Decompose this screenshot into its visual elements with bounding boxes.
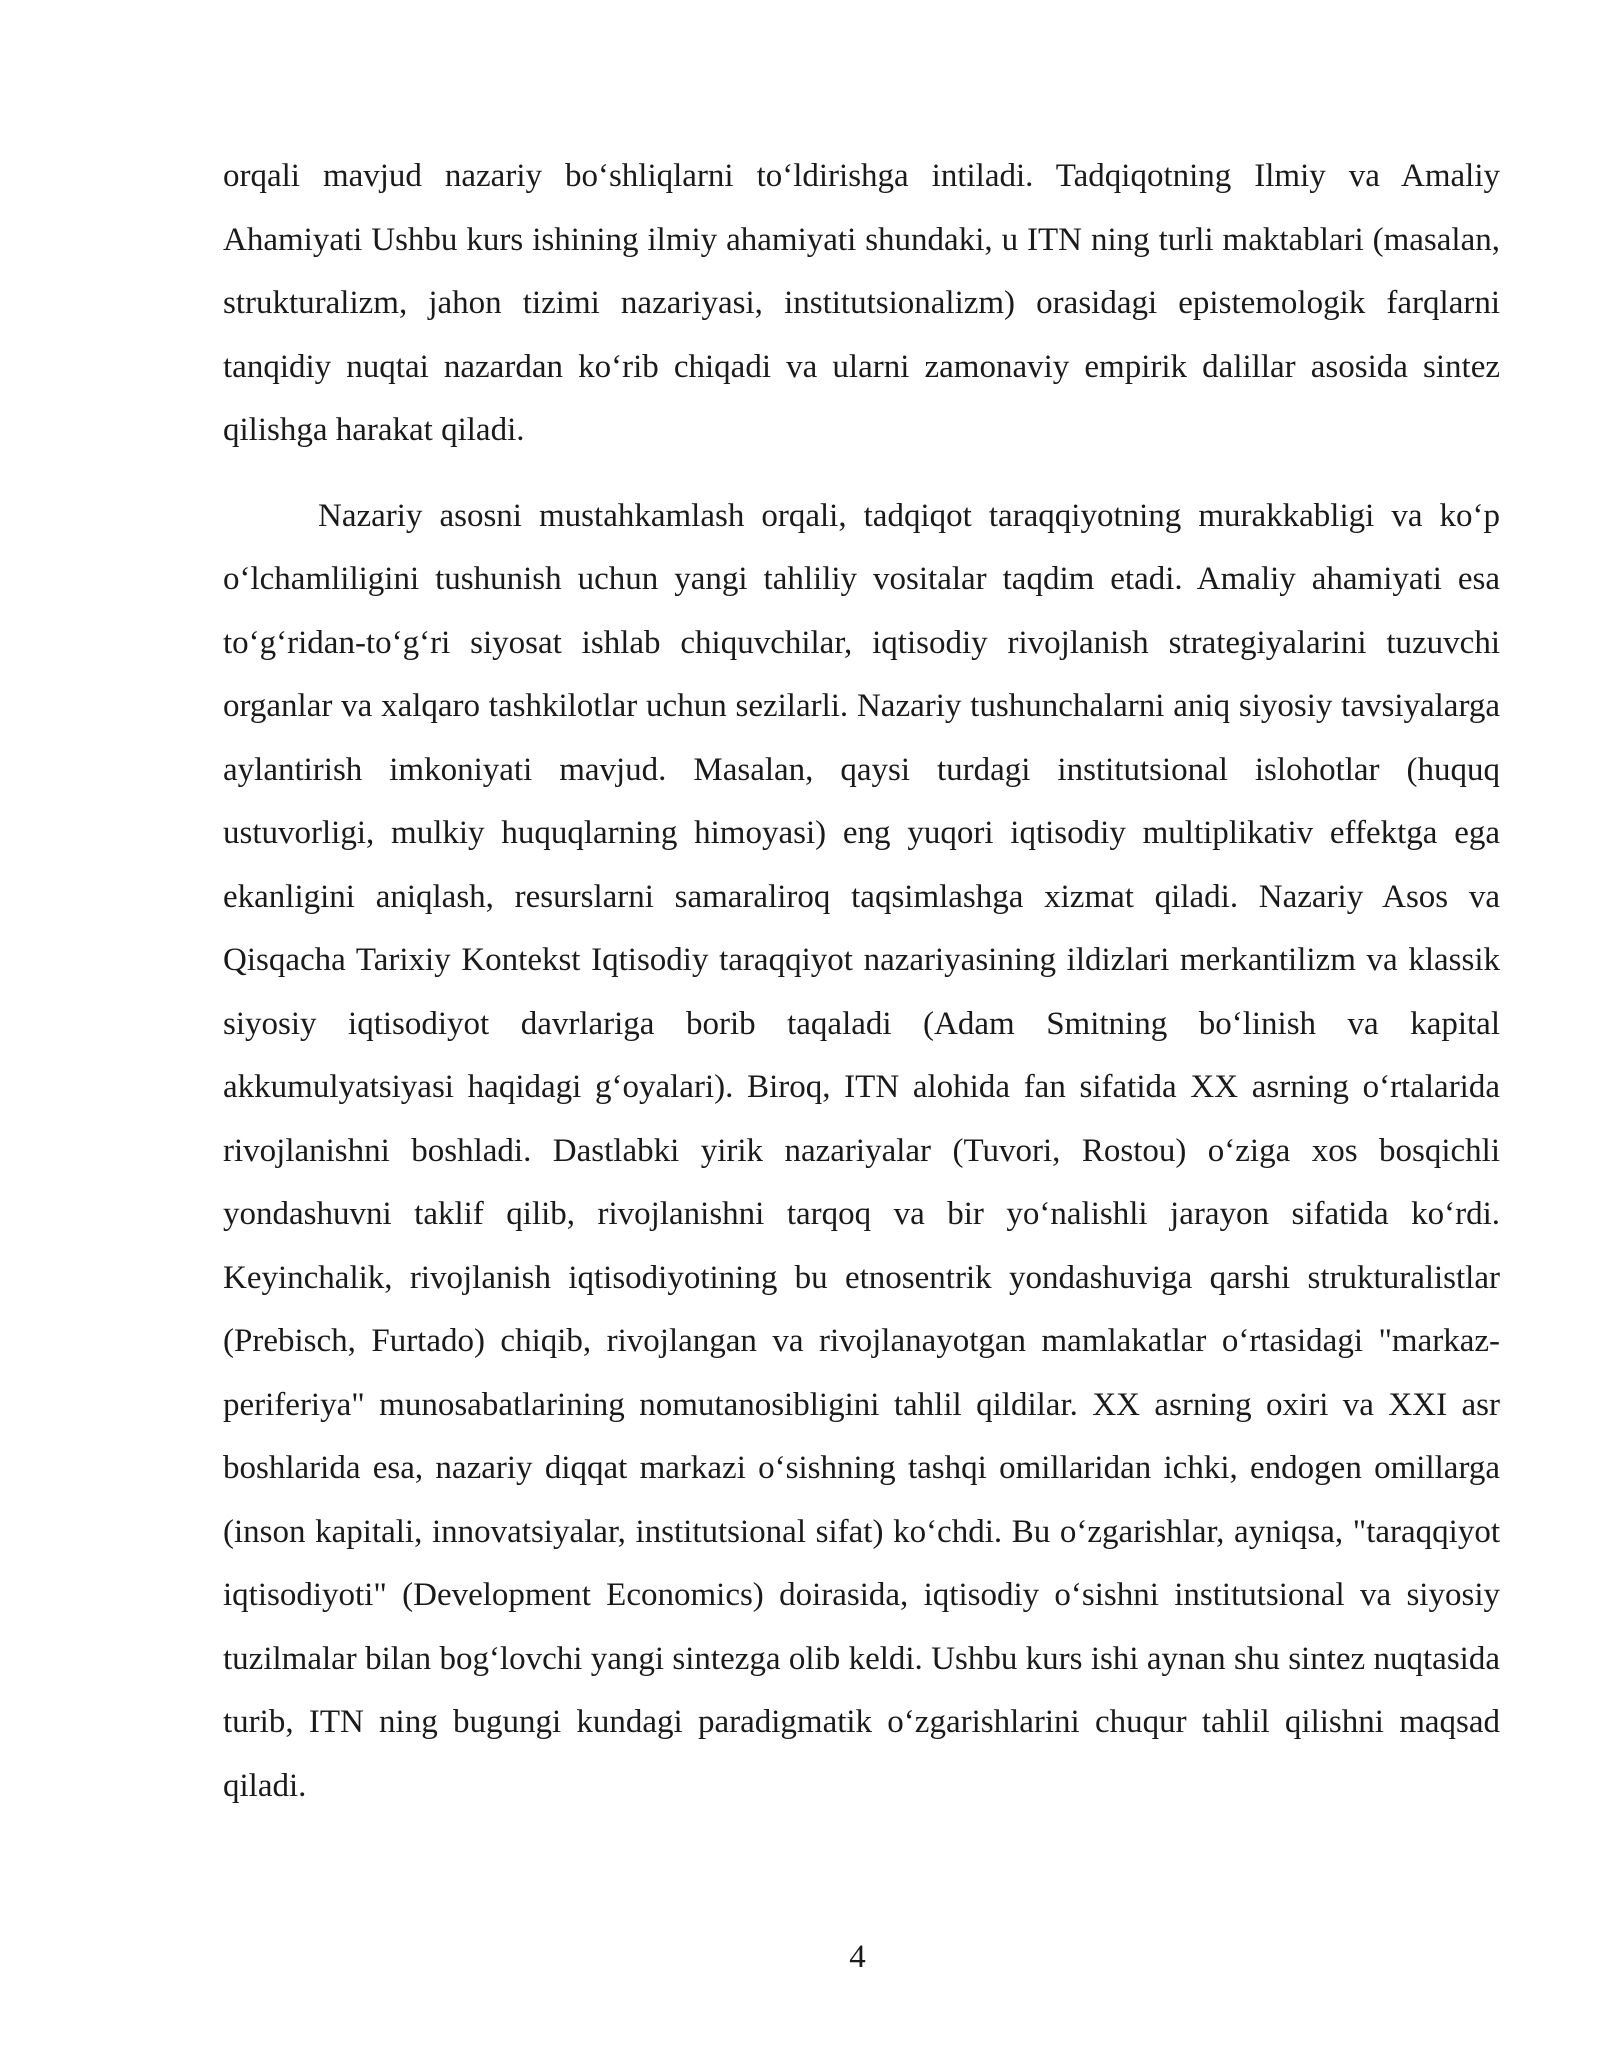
- body-text: [223, 145, 1500, 1818]
- paragraph-2: Nazariy asosni mustahkamlash orqali, tadqiqot taraqqiyotning murakkabligi va ko‘p o‘lchamliligini tushunish uchun yangi tahliliy vositalar taqdim etadi. Amaliy ahamiyati esa to‘g‘ridan-to‘g‘ri siyosat ishlab chiquvchilar, iqtisodiy rivojlanish strategiyalarini tuzuvchi organlar va xalqaro tashkilotlar uchun sezilarli. Nazariy tushunchalarni aniq siyosiy tavsiyalarga aylantirish imkoniyati mavjud. Masalan, qaysi turdagi institutsional islohotlar (huquq ustuvorligi, mulkiy huquqlarning himoyasi) eng yuqori iqtisodiy multiplikativ effektga ega ekanligini aniqlash, resurslarni samaraliroq taqsimlashga xizmat qiladi. Nazariy Asos va Qisqacha Tarixiy Kontekst Iqtisodiy taraqqiyot nazariyasining ildizlari merkantilizm va klassik siyosiy iqtisodiyot davrlariga borib taqaladi (Adam Smitning bo‘linish va kapital akkumulyatsiyasi haqidagi g‘oyalari). Biroq, ITN alohida fan sifatida XX asrning o‘rtalarida rivojlanishni boshladi. Dastlabki yirik nazariyalar (Tuvori, Rostou) o‘ziga xos bosqichli yondashuvni taklif qilib, rivojlanishni tarqoq va bir yo‘nalishli jarayon sifatida ko‘rdi. Keyinchalik, rivojlanish iqtisodiyotining bu etnosentrik yondashuviga qarshi strukturalistlar (Prebisch, Furtado) chiqib, rivojlangan va rivojlanayotgan mamlakatlar o‘rtasidagi "markaz-periferiya" munosabatlarining nomutanosibligini tahlil qildilar. XX asrning oxiri va XXI asr boshlarida esa, nazariy diqqat markazi o‘sishning tashqi omillaridan ichki, endogen omillarga (inson kapitali, innovatsiyalar, institutsional sifat) ko‘chdi. Bu o‘zgarishlar, ayniqsa, "taraqqiyot iqtisodiyoti" (Development Economics) doirasida, iqtisodiy o‘sishni institutsional va siyosiy tuzilmalar bilan bog‘lovchi yangi sintezga olib keldi. Ushbu kurs ishi aynan shu sintez nuqtasida turib, ITN ning bugungi kundagi paradigmatik o‘zgarishlarini chuqur tahlil qilishni maqsad qiladi.: [223, 497, 1500, 1804]
- paragraph-1: orqali mavjud nazariy bo‘shliqlarni to‘ldirishga intiladi. Tadqiqotning Ilmiy va Amaliy Ahamiyati Ushbu kurs ishining ilmiy ahamiyati shundaki, u ITN ning turli maktablari (masalan, strukturalizm, jahon tizimi nazariyasi, institutsionalizm) orasidagi epistemologik farqlarni tanqidiy nuqtai nazardan ko‘rib chiqadi va ularni zamonaviy empirik dalillar asosida sintez qilishga harakat qiladi.: [223, 158, 1500, 448]
- page-number: 4: [849, 1939, 866, 1975]
